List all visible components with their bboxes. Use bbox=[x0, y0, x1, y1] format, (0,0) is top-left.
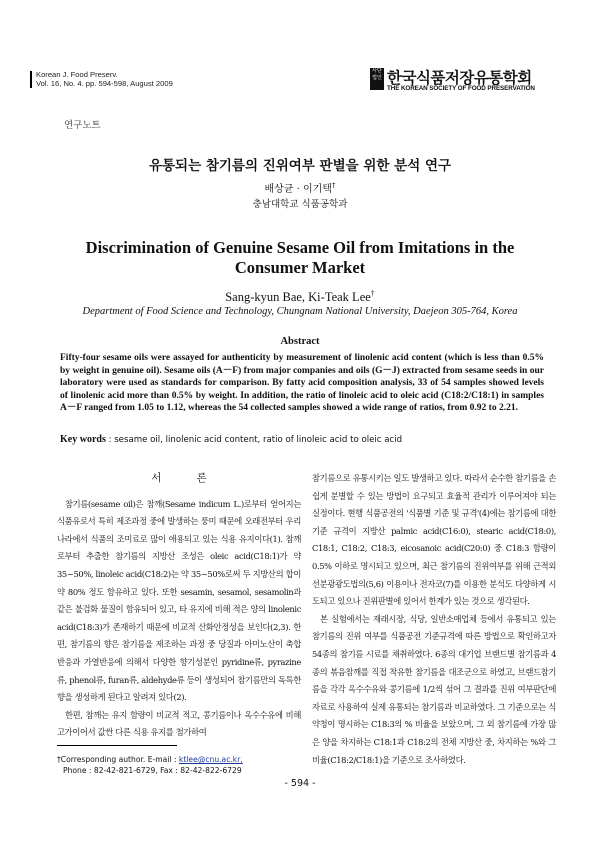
abstract-heading: Abstract bbox=[280, 336, 320, 347]
english-dagger: † bbox=[370, 289, 375, 298]
abstract-text: Fifty-four sesame oils were assayed for authenticity by measurement of linolenic acid content (which is less than 0.5% by weight in genuine oil). Sesame oils (A－F) from major companies and oils (G－J) extracted from sesame seeds in our laboratory were used as standards for comparison. By fatty acid composition analysis, 33 of 54 samples showed levels of linolenic acid more than 0.5% by weight. In addition, the ratio of linoleic acid to oleic acid (C18:2/C18:1) in samples A－F ranged from 1.05 to 1.12, whereas the 54 collected samples showed a wide range of ratios, from 0.92 to 2.21. bbox=[60, 353, 544, 414]
korean-title: 유통되는 참기름의 진위여부 판별을 위한 분석 연구 bbox=[148, 158, 452, 174]
left-paragraph-2: 한편, 참깨는 유지 함량이 비교적 적고, 콩기름이나 옥수수유에 비해 고가이어서 값싼 다른 식용 유지를 첨가하여 bbox=[57, 709, 301, 738]
korean-authors bbox=[0, 180, 600, 195]
english-title-line1: Discrimination of Genuine Sesame Oil from Imitations in the bbox=[85, 238, 515, 257]
society-english-name: THE KOREAN SOCIETY OF FOOD PRESERVATION bbox=[387, 85, 535, 92]
section-heading-introduction: 서 론 bbox=[151, 472, 223, 484]
footnote-rule bbox=[57, 745, 177, 746]
footnote-line2: Phone : 82-42-821-6729, Fax : 82-42-822-6729 bbox=[63, 766, 242, 775]
korean-affiliation: 충남대학교 식품공학과 bbox=[252, 199, 348, 210]
page-number: - 594 - bbox=[284, 778, 316, 789]
english-author-names: Sang-kyun Bae, Ki-Teak Lee bbox=[225, 290, 371, 305]
article-type: 연구노트 bbox=[64, 120, 101, 131]
english-authors bbox=[0, 289, 600, 305]
keywords-text: : sesame oil, linolenic acid content, ratio of linoleic acid to oleic acid bbox=[105, 435, 403, 445]
footnote-line1 bbox=[57, 754, 301, 765]
journal-citation bbox=[36, 70, 173, 88]
society-logo bbox=[370, 66, 570, 94]
journal-name: Korean J. Food Preserv. bbox=[36, 70, 118, 79]
footnote-email-link[interactable]: ktlee@cnu.ac.kr, bbox=[178, 755, 243, 764]
english-title bbox=[0, 238, 600, 278]
korean-dagger: † bbox=[332, 181, 336, 190]
journal-volume: Vol. 16, No. 4. pp. 594-598, August 2009 bbox=[36, 79, 173, 88]
left-column bbox=[57, 470, 301, 742]
citation-bar bbox=[30, 71, 32, 88]
footnote-author-label: †Corresponding author. E-mail : bbox=[57, 755, 179, 764]
society-emblem-icon: 사단법인 bbox=[370, 68, 384, 90]
right-paragraph-1: 참기름으로 유통시키는 일도 발생하고 있다. 따라서 순수한 참기름을 손쉽게 분별할 수 있는 방법이 요구되고 효율적 관리가 이루어져야 되는 실정이다. 현행 식품공전의 '식품별 기준 및 규격'(4)에는 참기름에 대한 기준 규격이 지방산 palmic acid(C16:0), stearic acid(C18:0), C18:1, C18:2, C18:3, eicosanoic acid(C20:0) 중 C18:3 함량이 0.5% 이하로 명시되고 있으며, 최근 참기름의 진위여부를 위해 근적외선분광광도법의(5,6) 이용이나 전자코(7)를 이용한 분석도 다양하게 시도되고 있으나 진위판별에 있어서 한계가 있는 것으로 생각된다. bbox=[312, 473, 556, 607]
right-paragraph-2: 본 실험에서는 재래시장, 식당, 일반소매업체 등에서 유통되고 있는 참기름의 진위 여부를 식품공전 기준규격에 따른 방법으로 확인하고자 54종의 참기름 시료를 채취하였다. 6종의 대기업 브랜드별 참기름과 4종의 볶음참깨를 직접 착유한 참기름을 대조군으로 하였고, 브랜드참기름을 각각 옥수수유와 콩기름에 1/2씩 섞어 그 결과를 진위 여부판단에 자료로 사용하여 실제 유통되는 참기름과 비교하였다. 그 기준으로는 식약청이 명시하는 C18:3의 % 비율을 보았으며, 그 외 참기름에 가장 많은 양을 차지하는 C18:1과 C18:2의 전체 지방산 중, 차지하는 %와 그 비율(C18:2/C18:1)을 기준으로 조사하였다. bbox=[312, 613, 556, 765]
korean-author-names: 배상균 · 이기택 bbox=[264, 184, 332, 195]
english-affiliation: Department of Food Science and Technology, Chungnam National University, Daejeon 305-764, Korea bbox=[82, 306, 518, 317]
society-korean-name: 한국식품저장유통학회 bbox=[387, 69, 532, 87]
right-column bbox=[312, 470, 556, 769]
keywords bbox=[60, 434, 544, 445]
keywords-label: Key words bbox=[60, 434, 106, 445]
left-paragraph-1: 참기름(sesame oil)은 참깨(Sesame indicum L.)로부터 얻어지는 식품유로서 특히 제조과정 중에 발생하는 풍미 때문에 오래전부터 우리나라에서 식품의 조미료로 많이 애용되고 있는 식용 유지이다(1). 참깨로부터 추출한 참기름의 지방산 조성은 oleic acid(C18:1)가 약 35~50%, linoleic acid(C18:2)는 약 35~50%로써 두 지방산의 합이 약 80% 정도 함유하고 있다. 또한 sesamin, sesamol, sesamolin과 같은 불검화 물질이 함유되어 있고, 타 유지에 비해 적은 양의 linolenic acid(C18:3)가 존재하기 때문에 비교적 산화안정성을 보인다(2,3). 한편, 참기름의 향은 참기름을 제조하는 과정 중 당질과 아미노산이 축합반응과 가열반응에 의해서 다양한 향기성분인 pyridine류, pyrazine류, phenol류, furan류, aldehyde류 등이 생성되어 참기름만의 독특한 향을 생성하게 된다고 알려져 있다(2). bbox=[57, 498, 301, 703]
english-title-line2: Consumer Market bbox=[234, 258, 366, 277]
corresponding-author-footnote bbox=[57, 745, 301, 776]
